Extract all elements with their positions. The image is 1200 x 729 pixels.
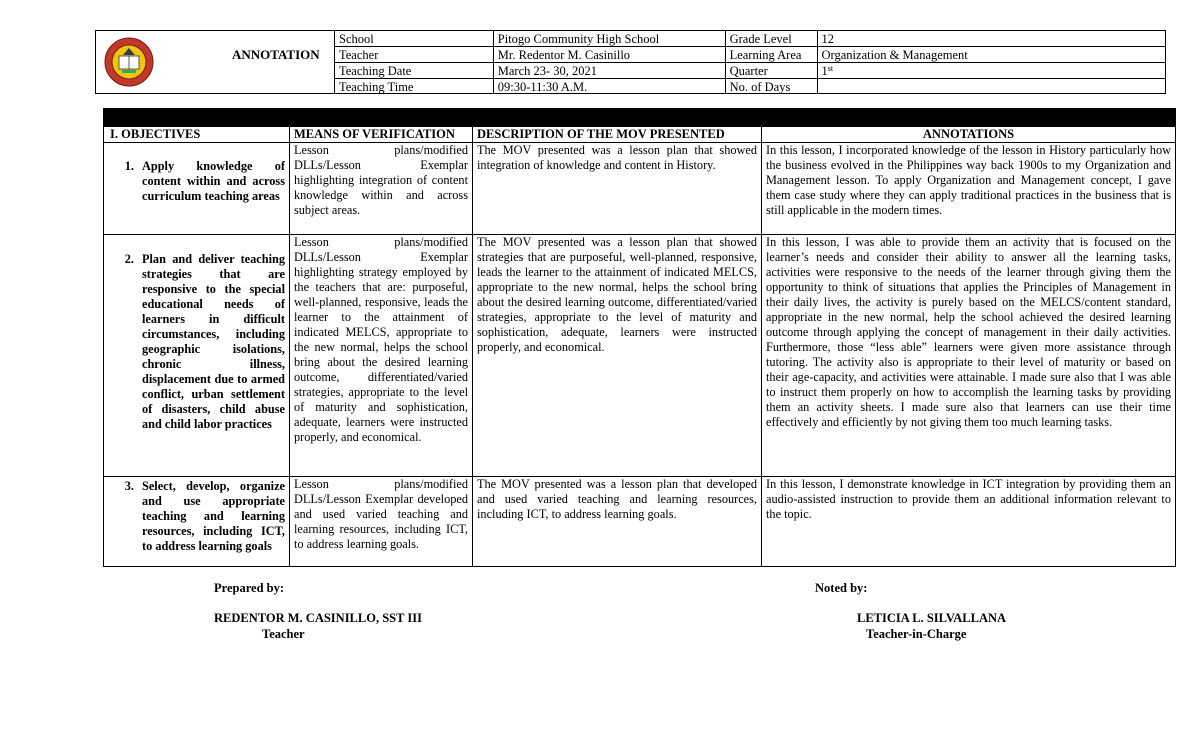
objective-number: 2. [124, 252, 134, 266]
table-row [104, 477, 1176, 567]
info-value: Mr. Redentor M. Casinillo [493, 47, 725, 63]
table-row [104, 143, 1176, 235]
quarter-suffix: st [827, 63, 834, 73]
description-cell: The MOV presented was a lesson plan that showed strategies that are purposeful, well-planned, responsive, leads the learner to the attainment of indicated MELCS, appropriate to the new normal, helps the school bring about the desired learning outcome, differentiated/varied strategies, appropriate to the level of maturity and sophistication, adequate, learners were instructed properly, and economical. [473, 235, 762, 477]
column-header-row [104, 127, 1176, 143]
annotation-cell: In this lesson, I incorporated knowledge of the lesson in History particularly how the business evolved in the Philippines way back 1900s to my Organization and Management lesson. To apply Organization and Management concept, I gave them case study where they can apply traditional practices in the business that is still applicable in the modern times. [762, 143, 1176, 235]
header-bar [104, 109, 1176, 127]
noted-by-role: Teacher-in-Charge [866, 627, 967, 641]
objective-text: Plan and deliver teaching strategies that are responsive to the special educational needs of learners in difficult circumstances, including geographic isolations, chronic illness, displacement due to armed conflict, urban settlement of disasters, child abuse and child labor practices [142, 252, 285, 431]
info-value: 12 [817, 31, 1165, 47]
annotation-table [103, 108, 1176, 567]
noted-by-label: Noted by: [815, 581, 868, 595]
info-label: Teaching Time [335, 79, 494, 95]
info-label: School [335, 31, 494, 47]
objective-cell [104, 235, 290, 477]
prepared-by-label: Prepared by: [214, 581, 285, 595]
means-cell: Lesson plans/modified DLLs/Lesson Exemplar highlighting integration of content knowledge within and across subject areas. [290, 143, 473, 235]
info-value [817, 79, 1165, 95]
info-label: Quarter [725, 63, 817, 79]
objective-cell [104, 143, 290, 235]
objective-text: Apply knowledge of content within and across curriculum teaching areas [142, 159, 285, 203]
noted-by-name: LETICIA L. SILVALLANA [857, 611, 1007, 625]
info-label: Learning Area [725, 47, 817, 63]
info-label: Grade Level [725, 31, 817, 47]
info-value: Pitogo Community High School [493, 31, 725, 47]
info-row [335, 47, 1166, 63]
info-value [817, 63, 1165, 79]
objective-number: 3. [124, 479, 134, 493]
means-header: MEANS OF VERIFICATION [290, 127, 473, 143]
annotation-cell: In this lesson, I was able to provide them an activity that is focused on the learner’s needs and consider their ability to answer all the learning tasks, activities were responsive to the needs of the learner through giving them the opportunity to think of situations that applies the Principles of Management in their daily lives, the activity is purely based on the MELCS/content standard, appropriate in the new normal, help the school achieved the desired learning outcome through applying the concept of management in their daily activities. Furthermore, those “less able” learners were given more assistance through tutoring. The activity also is appropriate to their level of maturity or based on their age-capacity, and activities were attainable. I made sure also that I was able to instruct them properly on how to accomplish the learning tasks by providing them an activity sheets. I made sure also that learners can use their time effectively and efficiently by not giving them too much learning tasks. [762, 235, 1176, 477]
quarter-number: 1 [821, 63, 828, 78]
info-value: 09:30-11:30 A.M. [493, 79, 725, 95]
objectives-header: I. OBJECTIVES [104, 127, 290, 143]
means-cell: Lesson plans/modified DLLs/Lesson Exemplar highlighting strategy employed by the teachers that are: purposeful, well-planned, responsive, leads the learner to the attainment of indicated MELCS, appropriate to the new normal, helps the school bring about the desired learning outcome, differentiated/varied strategies, appropriate to the level of maturity and sophistication, adequate, learners were instructed properly, and economical. [290, 235, 473, 477]
info-label: Teaching Date [335, 63, 494, 79]
description-cell: The MOV presented was a lesson plan that developed and used varied teaching and learning resources, including ICT, to address learning goals. [473, 477, 762, 567]
school-info-table [334, 31, 1165, 94]
table-row [104, 235, 1176, 477]
info-label: No. of Days [725, 79, 817, 95]
prepared-by-name: REDENTOR M. CASINILLO, SST III [214, 611, 422, 625]
objective-text: Select, develop, organize and use appropriate teaching and learning resources, including ICT, to address learning goals [142, 479, 285, 553]
objective-cell [104, 477, 290, 567]
prepared-by-role: Teacher [262, 627, 305, 641]
school-seal-icon [104, 37, 154, 87]
document-title: ANNOTATION [232, 47, 320, 62]
header-box [95, 30, 1166, 94]
objective-number: 1. [124, 159, 134, 173]
info-row [335, 63, 1166, 79]
annotation-cell: In this lesson, I demonstrate knowledge in ICT integration by providing them an audio-assisted instruction to provide them an additional information relevant to the topic. [762, 477, 1176, 567]
description-header: DESCRIPTION OF THE MOV PRESENTED [473, 127, 762, 143]
means-cell: Lesson plans/modified DLLs/Lesson Exemplar developed and used varied teaching and learning resources, including ICT, to address learning goals. [290, 477, 473, 567]
annotations-header: ANNOTATIONS [762, 127, 1176, 143]
info-value: March 23- 30, 2021 [493, 63, 725, 79]
info-row [335, 79, 1166, 95]
info-label: Teacher [335, 47, 494, 63]
info-value: Organization & Management [817, 47, 1165, 63]
info-row [335, 31, 1166, 47]
description-cell: The MOV presented was a lesson plan that showed integration of knowledge and content in History. [473, 143, 762, 235]
